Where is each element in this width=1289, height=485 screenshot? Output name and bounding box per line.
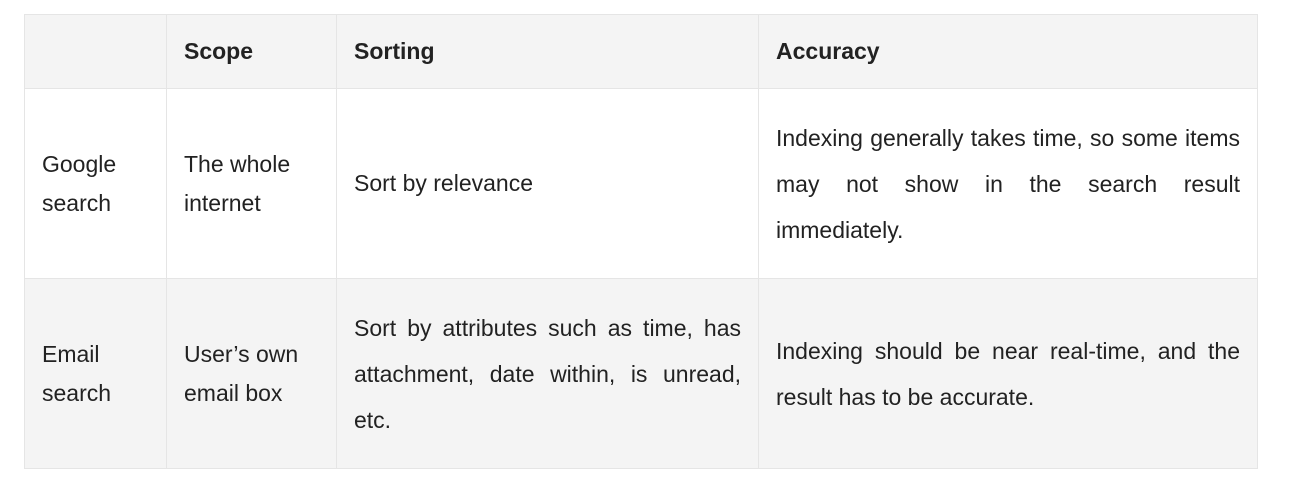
scope-cell: User’s own email box xyxy=(167,279,337,469)
table-row xyxy=(25,89,1258,279)
header-accuracy: Accuracy xyxy=(759,15,1258,89)
table-row xyxy=(25,279,1258,469)
comparison-table xyxy=(24,14,1258,469)
header-sorting: Sorting xyxy=(337,15,759,89)
header-scope: Scope xyxy=(167,15,337,89)
sorting-cell: Sort by attributes such as time, has attachment, date within, is unread, etc. xyxy=(337,279,759,469)
header-empty-cell xyxy=(25,15,167,89)
row-name-cell: Google search xyxy=(25,89,167,279)
accuracy-cell: Indexing should be near real-time, and the result has to be accurate. xyxy=(759,279,1258,469)
sorting-cell: Sort by relevance xyxy=(337,89,759,279)
comparison-table-container xyxy=(24,14,1258,469)
accuracy-cell: Indexing generally takes time, so some items may not show in the search result immediately. xyxy=(759,89,1258,279)
row-name-cell: Email search xyxy=(25,279,167,469)
scope-cell: The whole internet xyxy=(167,89,337,279)
table-header-row xyxy=(25,15,1258,89)
